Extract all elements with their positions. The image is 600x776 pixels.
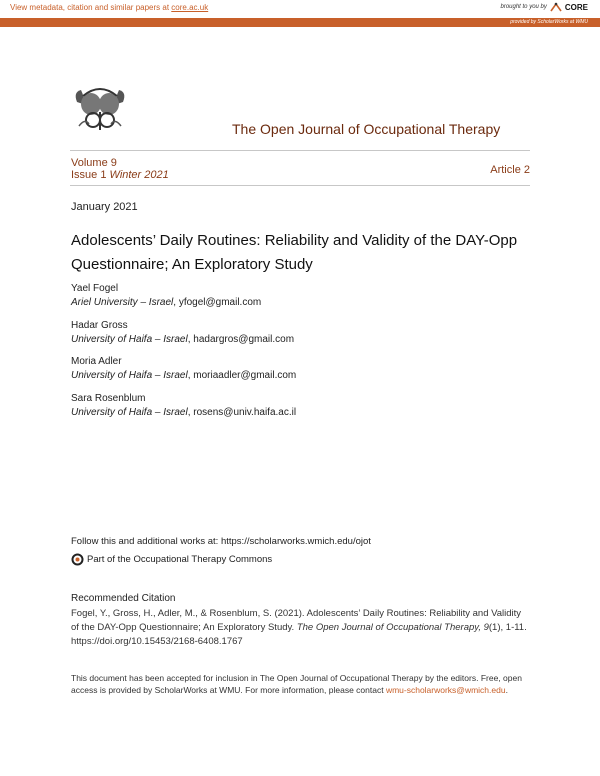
core-brand: CORE	[564, 2, 588, 12]
commons-link[interactable]	[71, 553, 272, 566]
metadata-notice	[10, 3, 208, 12]
notice-end: .	[505, 685, 508, 695]
publication-date: January 2021	[71, 201, 138, 213]
core-badge[interactable]	[501, 2, 589, 12]
author-email: , rosens@univ.haifa.ac.il	[187, 407, 297, 418]
volume-label: Volume 9	[71, 157, 117, 169]
author-block	[71, 319, 294, 347]
citation-part: Fogel, Y., Gross, H., Adler, M., & Rosenblum, S. (2021). Adolescents’ Daily Routines: Reliability and Validity of the DAY-Opp Questionnaire; An Exploratory Study.	[71, 608, 522, 633]
issue-label: Issue 1	[71, 169, 107, 181]
author-name[interactable]: Moria Adler	[71, 356, 122, 367]
author-affiliation: University of Haifa – Israel	[71, 334, 188, 345]
issue-line	[71, 169, 169, 181]
citation-doi[interactable]: (1), 1-11. https://doi.org/10.15453/2168-6408.1767	[71, 622, 527, 647]
divider	[70, 185, 530, 186]
volume-issue[interactable]	[71, 157, 169, 181]
author-block	[71, 355, 296, 383]
provided-by: provided by ScholarWorks at WMU	[510, 19, 588, 25]
citation-journal: The Open Journal of Occupational Therapy, 9	[296, 622, 489, 633]
author-name[interactable]: Yael Fogel	[71, 283, 119, 294]
inclusion-notice	[71, 672, 531, 696]
author-name[interactable]: Sara Rosenblum	[71, 393, 146, 404]
author-affiliation: University of Haifa – Israel	[71, 370, 188, 381]
journal-title[interactable]: The Open Journal of Occupational Therapy	[232, 121, 501, 137]
author-block	[71, 392, 296, 420]
author-name[interactable]: Hadar Gross	[71, 320, 128, 331]
divider	[70, 150, 530, 151]
author-email: , hadargros@gmail.com	[187, 334, 295, 345]
article-number[interactable]: Article 2	[490, 164, 530, 176]
metadata-text: View metadata, citation and similar papers at	[10, 3, 170, 12]
brought-text: brought to you by	[500, 4, 547, 10]
follow-link[interactable]: Follow this and additional works at: https://scholarworks.wmich.edu/ojot	[71, 536, 371, 547]
commons-text: Part of the Occupational Therapy Commons	[87, 554, 273, 565]
author-affiliation: University of Haifa – Israel	[71, 407, 188, 418]
author-block	[71, 282, 261, 310]
citation-text	[71, 607, 531, 649]
author-email: , yfogel@gmail.com	[173, 297, 262, 308]
commons-network-icon	[71, 553, 84, 566]
notice-text: This document has been accepted for inclusion in The Open Journal of Occupational Therapy by the editors. Free, open access is provided by ScholarWorks at WMU. For more information, please contact	[71, 673, 522, 695]
author-affiliation: Ariel University – Israel	[71, 297, 174, 308]
citation-heading: Recommended Citation	[71, 593, 176, 604]
contact-email[interactable]: wmu-scholarworks@wmich.edu	[385, 685, 506, 695]
core-link[interactable]: core.ac.uk	[171, 3, 209, 12]
issue-season: Winter 2021	[109, 169, 169, 181]
journal-logo-icon	[71, 84, 129, 132]
paper-title: Adolescents’ Daily Routines: Reliability and Validity of the DAY-Opp Questionnaire; An Exploratory Study	[71, 232, 518, 273]
author-email: , moriaadler@gmail.com	[187, 370, 297, 381]
core-logo-icon	[550, 2, 562, 12]
